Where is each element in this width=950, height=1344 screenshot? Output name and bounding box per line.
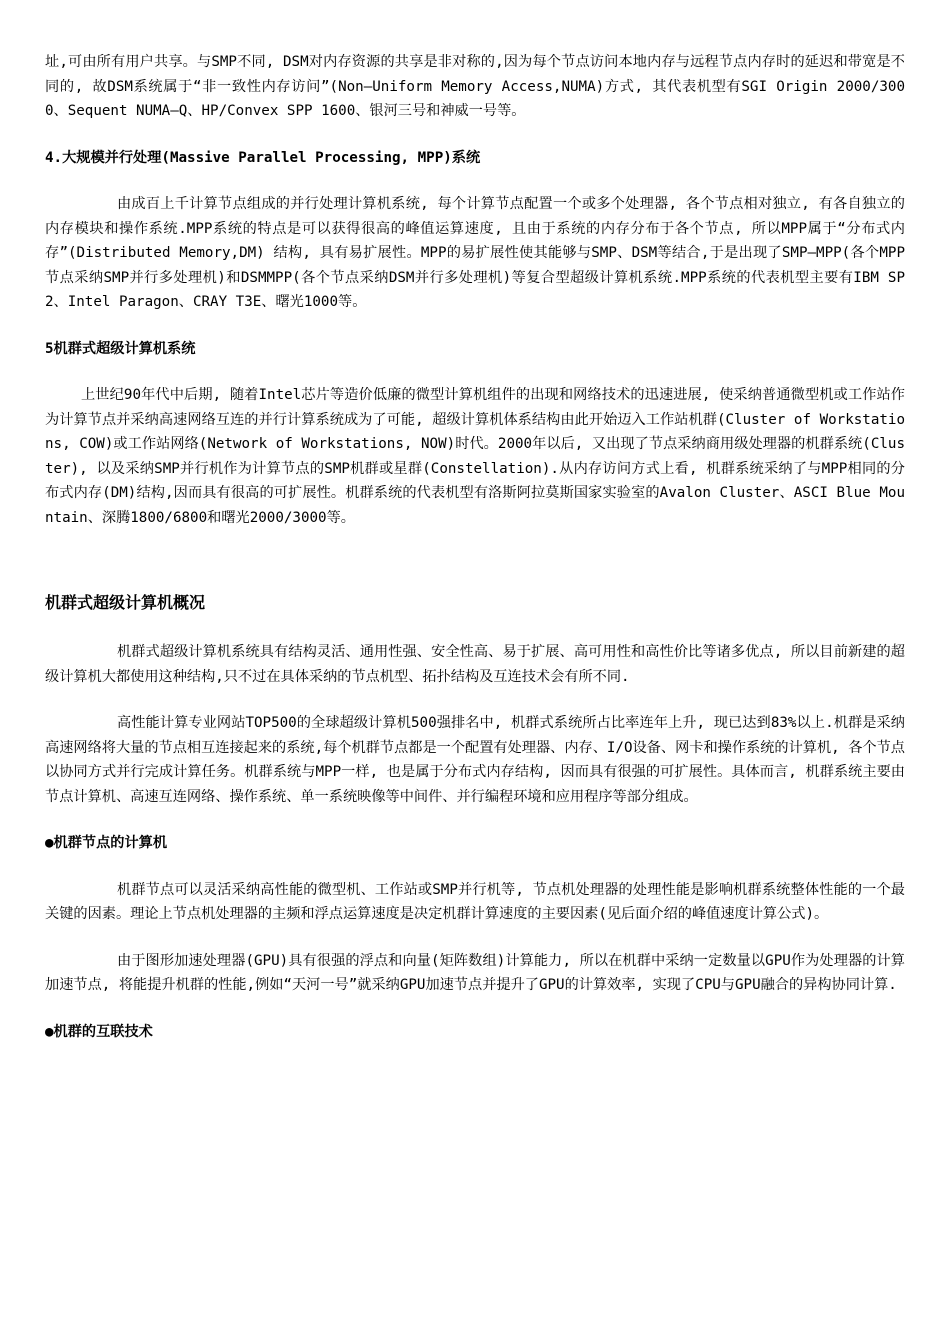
paragraph-cluster-system: 上世纪90年代中后期, 随着Intel芯片等造价低廉的微型计算机组件的出现和网络技术的迅速进展, 使采纳普通微型机或工作站作为计算节点并采纳高速网络互连的并行计算系统成为了可能, 超级计算机体系结构由此开始迈入工作站机群(Cluster of Workstations, COW)或工作站网络(Network of Workstations, NOW)时代。2000年以后, 又出现了节点采纳商用级处理器的机群系统(Cluster), 以及采纳SMP并行机作为计算节点的SMP机群或星群(Constellation).从内存访问方式上看, 机群系统采纳了与MPP相同的分布式内存(DM)结构,因而具有很高的可扩展性。机群系统的代表机型有洛斯阿拉莫斯国家实验室的Avalon Cluster、ASCI Blue Mountain、深腾1800/6800和曙光2000/3000等。: [45, 387, 905, 526]
heading-cluster-overview: 机群式超级计算机概况: [45, 593, 206, 612]
paragraph-overview-2: 高性能计算专业网站TOP500的全球超级计算机500强排名中, 机群式系统所占比率连年上升, 现已达到83%以上.机群是采纳高速网络将大量的节点相互连接起来的系统,每个机群节点都是一个配置有处理器、内存、I/O设备、网卡和操作系统的计算机, 各个节点以协同方式并行完成计算任务。机群系统与MPP一样, 也是属于分布式内存结构, 因而具有很强的可扩展性。具体而言, 机群系统主要由节点计算机、高速互连网络、操作系统、单一系统映像等中间件、并行编程环境和应用程序等部分组成。: [45, 715, 905, 805]
paragraph-overview-1: 机群式超级计算机系统具有结构灵活、通用性强、安全性高、易于扩展、高可用性和高性价比等诸多优点, 所以目前新建的超级计算机大都使用这种结构,只不过在具体采纳的节点机型、拓扑结构及互连技术会有所不同.: [45, 644, 905, 685]
heading-cluster-system: 5机群式超级计算机系统: [45, 340, 196, 357]
paragraph-node-1: 机群节点可以灵活采纳高性能的微型机、工作站或SMP并行机等, 节点机处理器的处理性能是影响机群系统整体性能的一个最关键的因素。理论上节点机处理器的主频和浮点运算速度是决定机群计算速度的主要因素(见后面介绍的峰值速度计算公式)。: [45, 881, 905, 922]
document-page: [45, 50, 905, 1044]
paragraph-mpp: 由成百上千计算节点组成的并行处理计算机系统, 每个计算节点配置一个或多个处理器, 各个节点相对独立, 有各自独立的内存模块和操作系统.MPP系统的特点是可以获得很高的峰值运算速度, 且由于系统的内存分布于各个节点, 所以MPP属于“分布式内存”(Distributed Memory,DM) 结构, 具有易扩展性。MPP的易扩展性使其能够与SMP、DSM等结合,于是出现了SMP—MPP(各个MPP节点采纳SMP并行多处理机)和DSMMPP(各个节点采纳DSM并行多处理机)等复合型超级计算机系统.MPP系统的代表机型主要有IBM SP2、Intel Paragon、CRAY T3E、曙光1000等。: [45, 196, 905, 310]
heading-mpp: 4.大规模并行处理(Massive Parallel Processing, MPP)系统: [45, 149, 481, 166]
paragraph-node-2: 由于图形加速处理器(GPU)具有很强的浮点和向量(矩阵数组)计算能力, 所以在机群中采纳一定数量以GPU作为处理器的计算加速节点, 将能提升机群的性能,例如“天河一号”就采纳GPU加速节点并提升了GPU的计算效率, 实现了CPU与GPU融合的异构协同计算.: [45, 952, 905, 993]
paragraph-dsm-continuation: 址,可由所有用户共享。与SMP不同, DSM对内存资源的共享是非对称的,因为每个节点访问本地内存与远程节点内存时的延迟和带宽是不同的, 故DSM系统属于“非一致性内存访问”(Non—Uniform Memory Access,NUMA)方式, 其代表机型有SGI Origin 2000/3000、Sequent NUMA—Q、HP/Convex SPP 1600、银河三号和神威一号等。: [45, 54, 905, 119]
heading-cluster-interconnect: ●机群的互联技术: [45, 1023, 153, 1040]
heading-cluster-node: ●机群节点的计算机: [45, 835, 168, 851]
